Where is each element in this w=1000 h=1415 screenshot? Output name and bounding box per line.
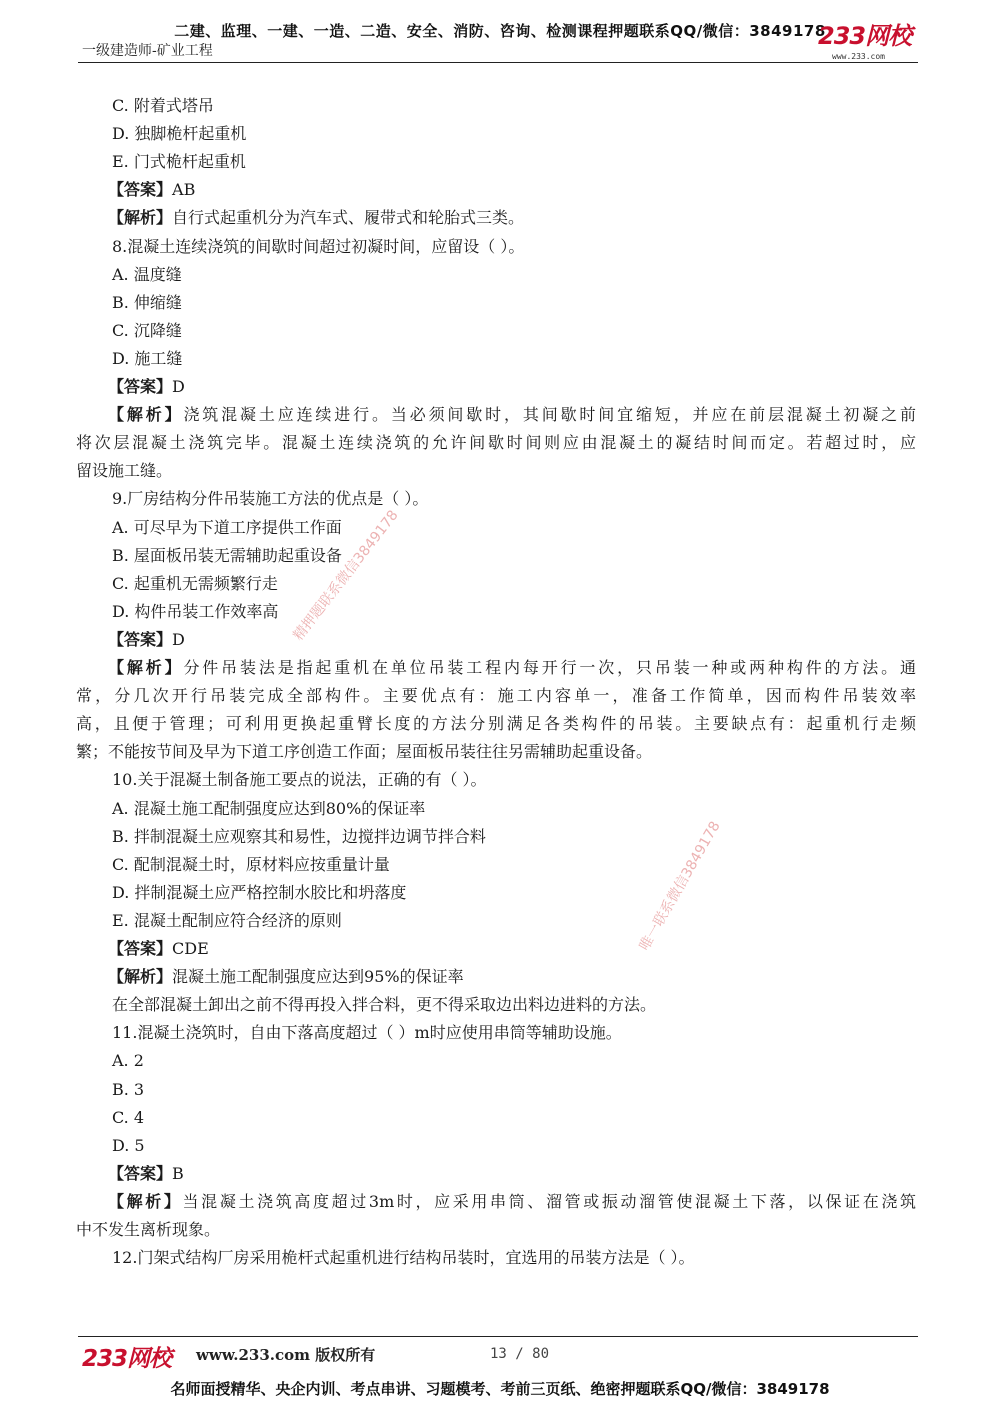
answer-tag: 【答案】	[108, 377, 173, 396]
line-text: B	[172, 1163, 184, 1183]
option-line	[112, 855, 390, 875]
answer-line	[108, 939, 209, 959]
option-line	[112, 518, 342, 538]
option-line	[112, 827, 486, 847]
option-line	[112, 1051, 144, 1071]
line-text: A. 2	[112, 1051, 144, 1071]
line-text: D. 拌制混凝土应严格控制水胶比和坍落度	[112, 882, 407, 902]
answer-tag: 【解析】	[108, 658, 184, 677]
answer-line	[108, 377, 185, 397]
line-text: D. 施工缝	[112, 348, 183, 368]
line-text: C. 4	[112, 1107, 145, 1127]
line-text: B. 伸缩缝	[112, 292, 182, 312]
text-line	[76, 714, 916, 734]
option-line	[112, 321, 182, 341]
answer-tag: 【答案】	[108, 939, 173, 958]
text-line	[76, 461, 172, 481]
answer-tag: 【答案】	[108, 629, 173, 649]
watermark: 唯一联系微信3849178	[636, 818, 724, 954]
option-line	[112, 574, 278, 594]
bottom-banner: 名师面授精华、央企内训、考点串讲、习题模考、考前三页纸、绝密押题联系QQ/微信：3849178	[170, 1380, 830, 1398]
option-line	[112, 799, 425, 819]
answer-tag: 【解析】	[108, 405, 184, 425]
line-text: A. 温度缝	[112, 264, 182, 284]
line-text: 11.混凝土浇筑时，自由下落高度超过（ ）m时应使用串筒等辅助设施。	[112, 1023, 622, 1043]
answer-line	[108, 208, 524, 228]
text-line	[76, 742, 652, 762]
option-line	[112, 349, 182, 369]
line-text: D. 5	[112, 1135, 145, 1155]
line-text: AB	[172, 180, 196, 200]
line-text: 高，且便于管理；可利用更换起重臂长度的方法分别满足各类构件的吊装。主要缺点有：起重机行走频	[76, 714, 916, 734]
text-line	[112, 770, 487, 790]
option-line	[112, 96, 214, 116]
line-text: 当混凝土浇筑高度超过3m时，应采用串筒、溜管或振动溜管使混凝土下落，以保证在浇筑	[182, 1191, 916, 1211]
line-text: A. 可尽早为下道工序提供工作面	[112, 517, 342, 537]
brand-logo: 233网校	[818, 22, 912, 50]
text-line	[76, 686, 916, 706]
answer-tag: 【答案】	[108, 1163, 173, 1183]
line-text: B. 屋面板吊装无需辅助起重设备	[112, 545, 342, 565]
document-subject: 一级建造师-矿业工程	[82, 43, 213, 59]
text-line	[112, 237, 524, 257]
option-line	[112, 1108, 144, 1128]
line-text: 留设施工缝。	[76, 461, 173, 481]
watermark: 精押题联系微信3849178	[290, 507, 402, 644]
line-text: D. 独脚桅杆起重机	[112, 124, 247, 144]
top-banner: 二建、监理、一建、一造、二造、安全、消防、咨询、检测课程押题联系QQ/微信：3849178	[174, 22, 826, 40]
line-text: 分件吊装法是指起重机在单位吊装工程内每开行一次，只吊装一种或两种构件的方法。通	[183, 658, 916, 677]
line-text: B. 3	[112, 1079, 145, 1099]
line-text: E. 混凝土配制应符合经济的原则	[112, 910, 342, 930]
option-line	[112, 124, 246, 144]
line-text: 12.门架式结构厂房采用桅杆式起重机进行结构吊装时，宜选用的吊装方法是（ ）。	[112, 1248, 695, 1268]
footer-logo: 233网校	[82, 1346, 172, 1372]
line-text: 9.厂房结构分件吊装施工方法的优点是（ ）。	[112, 489, 429, 509]
line-text: 8.混凝土连续浇筑的间歇时间超过初凝时间，应留设（ ）。	[112, 236, 525, 256]
text-line	[112, 1248, 695, 1268]
line-text: 将次层混凝土浇筑完毕。混凝土连续浇筑的允许间歇时间则应由混凝土的凝结时间而定。若超过时，应	[76, 433, 916, 453]
text-line	[112, 1023, 622, 1043]
line-text: 繁；不能按节间及早为下道工序创造工作面；屋面板吊装往往另需辅助起重设备。	[76, 742, 653, 762]
option-line	[112, 602, 278, 622]
option-line	[112, 293, 182, 313]
line-text: 在全部混凝土卸出之前不得再投入拌合料，更不得采取边出料边进料的方法。	[112, 995, 657, 1015]
text-line	[112, 995, 656, 1015]
answer-line	[108, 1192, 916, 1212]
line-text: 常，分几次开行吊装完成全部构件。主要优点有：施工内容单一，准备工作简单，因而构件吊装效率	[76, 686, 916, 706]
option-line	[112, 1080, 144, 1100]
line-text: CDE	[172, 939, 209, 958]
line-text: A. 混凝土施工配制强度应达到80%的保证率	[112, 798, 426, 818]
line-text: D	[172, 377, 185, 396]
answer-line	[108, 180, 195, 200]
line-text: C. 附着式塔吊	[112, 96, 214, 115]
footer-divider	[78, 1336, 918, 1337]
answer-line	[108, 405, 916, 425]
answer-line	[108, 630, 185, 650]
text-line	[76, 1220, 220, 1240]
option-line	[112, 883, 406, 903]
line-text: 浇筑混凝土应连续进行。当必须间歇时，其间歇时间宜缩短，并应在前层混凝土初凝之前	[183, 405, 916, 425]
line-text: 混凝土施工配制强度应达到95%的保证率	[172, 967, 464, 987]
text-line	[112, 489, 428, 509]
line-text: B. 拌制混凝土应观察其和易性，边搅拌边调节拌合料	[112, 826, 486, 846]
answer-line	[108, 1164, 184, 1184]
header-divider	[78, 62, 918, 63]
answer-tag: 【解析】	[108, 967, 173, 987]
option-line	[112, 265, 182, 285]
answer-tag: 【答案】	[108, 180, 173, 200]
option-line	[112, 152, 246, 172]
option-line	[112, 1136, 145, 1156]
option-line	[112, 911, 342, 931]
brand-logo-url: www.233.com	[832, 52, 885, 61]
answer-line	[108, 967, 464, 987]
line-text: E. 门式桅杆起重机	[112, 152, 246, 172]
line-text: 自行式起重机分为汽车式、履带式和轮胎式三类。	[172, 208, 525, 228]
copyright: www.233.com 版权所有	[196, 1346, 376, 1364]
line-text: 10.关于混凝土制备施工要点的说法，正确的有（ ）。	[112, 770, 487, 790]
option-line	[112, 546, 342, 566]
answer-tag: 【解析】	[108, 208, 173, 228]
line-text: D. 构件吊装工作效率高	[112, 601, 279, 621]
answer-tag: 【解析】	[108, 1191, 183, 1211]
text-line	[76, 433, 916, 453]
line-text: C. 起重机无需频繁行走	[112, 573, 278, 593]
line-text: C. 沉降缝	[112, 320, 182, 340]
line-text: C. 配制混凝土时，原材料应按重量计量	[112, 854, 390, 874]
page-number: 13 / 80	[490, 1346, 550, 1362]
line-text: 中不发生离析现象。	[76, 1220, 221, 1239]
answer-line	[108, 658, 916, 678]
line-text: D	[172, 629, 185, 649]
